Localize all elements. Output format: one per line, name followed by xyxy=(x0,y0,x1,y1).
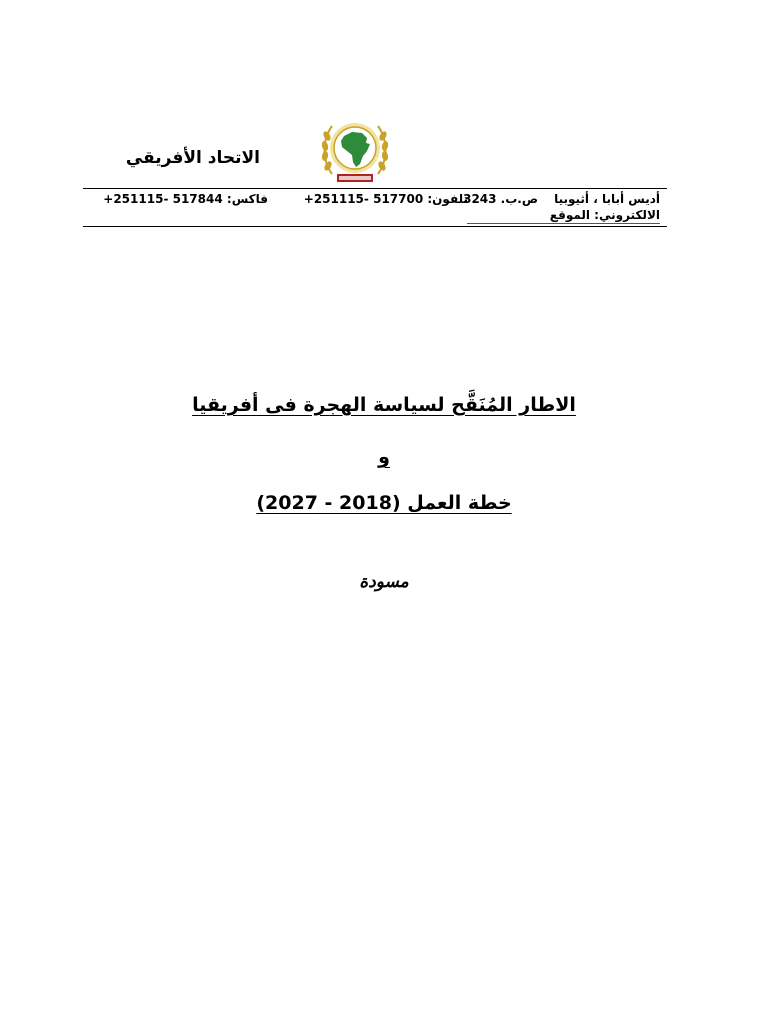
website-underline xyxy=(467,223,660,224)
contact-fax: فاكس: 517844 -251115+ xyxy=(103,192,268,206)
contact-website-label: الالكتروني: الموقع xyxy=(549,208,660,222)
contact-phone: تلفون: 517700 -251115+ xyxy=(303,192,468,206)
header-bottom-rule xyxy=(83,226,667,227)
document-subtitle: خطة العمل (2018 - 2027) xyxy=(256,492,512,514)
document-title: الاطار المُنَقَّح لسياسة الهجرة فى أفريقيا xyxy=(192,394,576,416)
african-union-emblem-icon xyxy=(318,114,392,190)
document-title-conjunction: و xyxy=(378,446,390,468)
contact-address: أديس أبابا ، أثيوبيا xyxy=(554,192,660,206)
organization-name: الاتحاد الأفريقي xyxy=(125,148,260,168)
contact-po-box: ص.ب. 3243 xyxy=(463,192,538,206)
draft-status: مسودة xyxy=(359,572,409,592)
header-top-rule xyxy=(83,188,667,189)
